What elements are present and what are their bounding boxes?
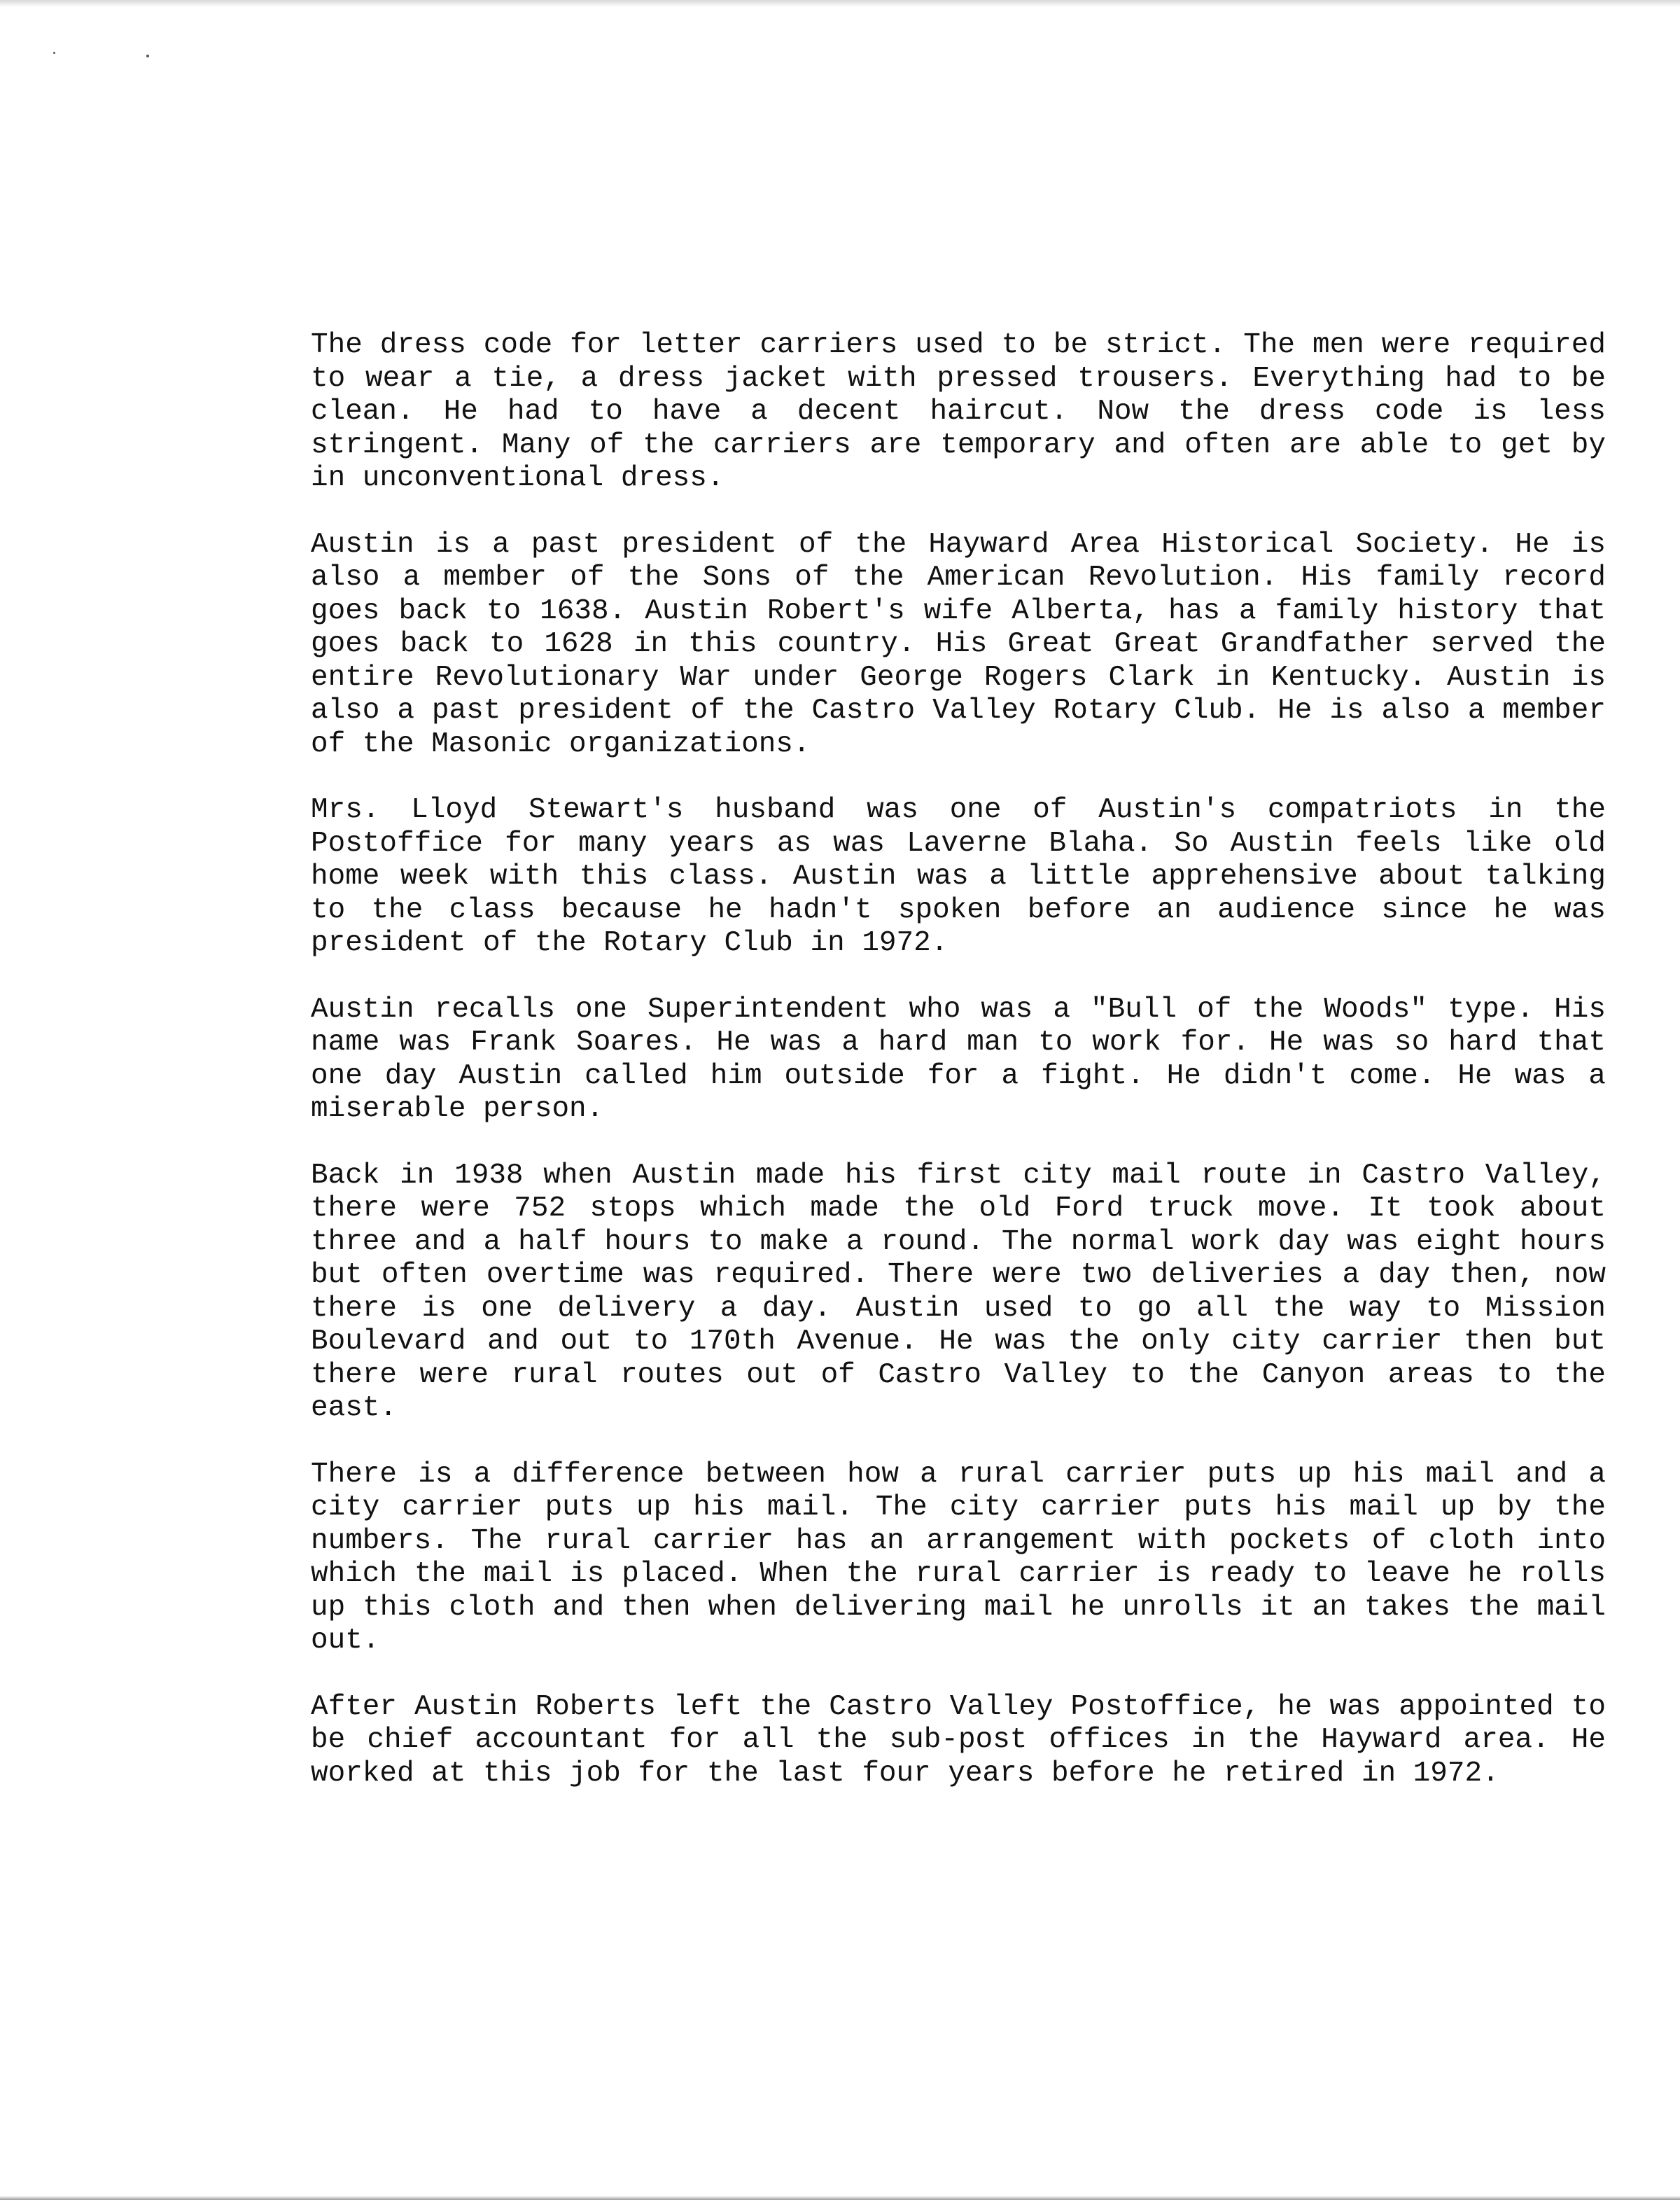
paragraph-superintendent: Austin recalls one Superintendent who was a "Bull of the Woods" type. His name was Frank Soares. He was a hard man to work for. He was so hard that one day Austin called him outside for a fight. He didn't come. He was a miserable person. [311, 993, 1606, 1125]
paragraph-rural-vs-city-carrier: There is a difference between how a rural carrier puts up his mail and a city carrier puts up his mail. The city carrier puts his mail up by the numbers. The rural carrier has an arrangement with pockets of cloth into which the mail is placed. When the rural carrier is ready to leave he rolls up this cloth and then when delivering mail he unrolls it an takes the mail out. [311, 1458, 1606, 1657]
paragraph-chief-accountant: After Austin Roberts left the Castro Valley Postoffice, he was appointed to be chief accountant for all the sub-post offices in the Hayward area. He worked at this job for the last four years before he retired in 1972. [311, 1690, 1606, 1790]
scan-speck [53, 52, 55, 54]
paragraph-historical-society: Austin is a past president of the Hayward Area Historical Society. He is also a member of the Sons of the American Revolution. His family record goes back to 1638. Austin Robert's wife Alberta, has a family history that goes back to 1628 in this country. His Great Great Grandfather served the entire Revolutionary War under George Rogers Clark in Kentucky. Austin is also a past president of the Castro Valley Rotary Club. He is also a member of the Masonic organizations. [311, 528, 1606, 760]
paragraph-compatriots: Mrs. Lloyd Stewart's husband was one of Austin's compatriots in the Postoffice for many years as was Laverne Blaha. So Austin feels like old home week with this class. Austin was a little apprehensive about talking to the class because he hadn't spoken before an audience since he was president of the Rotary Club in 1972. [311, 794, 1606, 959]
document-body [311, 329, 1606, 1823]
paragraph-mail-route-1938: Back in 1938 when Austin made his first city mail route in Castro Valley, there were 752 stops which made the old Ford truck move. It took about three and a half hours to make a round. The normal work day was eight hours but often overtime was required. There were two deliveries a day then, now there is one delivery a day. Austin used to go all the way to Mission Boulevard and out to 170th Avenue. He was the only city carrier then but there were rural routes out of Castro Valley to the Canyon areas to the east. [311, 1159, 1606, 1424]
scan-top-edge [0, 0, 1680, 7]
paragraph-dress-code: The dress code for letter carriers used to be strict. The men were required to wear a tie, a dress jacket with pressed trousers. Everything had to be clean. He had to have a decent haircut. Now the dress code is less stringent. Many of the carriers are temporary and often are able to get by in unconventional dress. [311, 329, 1606, 494]
scan-speck [146, 55, 149, 57]
scan-bottom-edge [0, 2196, 1680, 2200]
